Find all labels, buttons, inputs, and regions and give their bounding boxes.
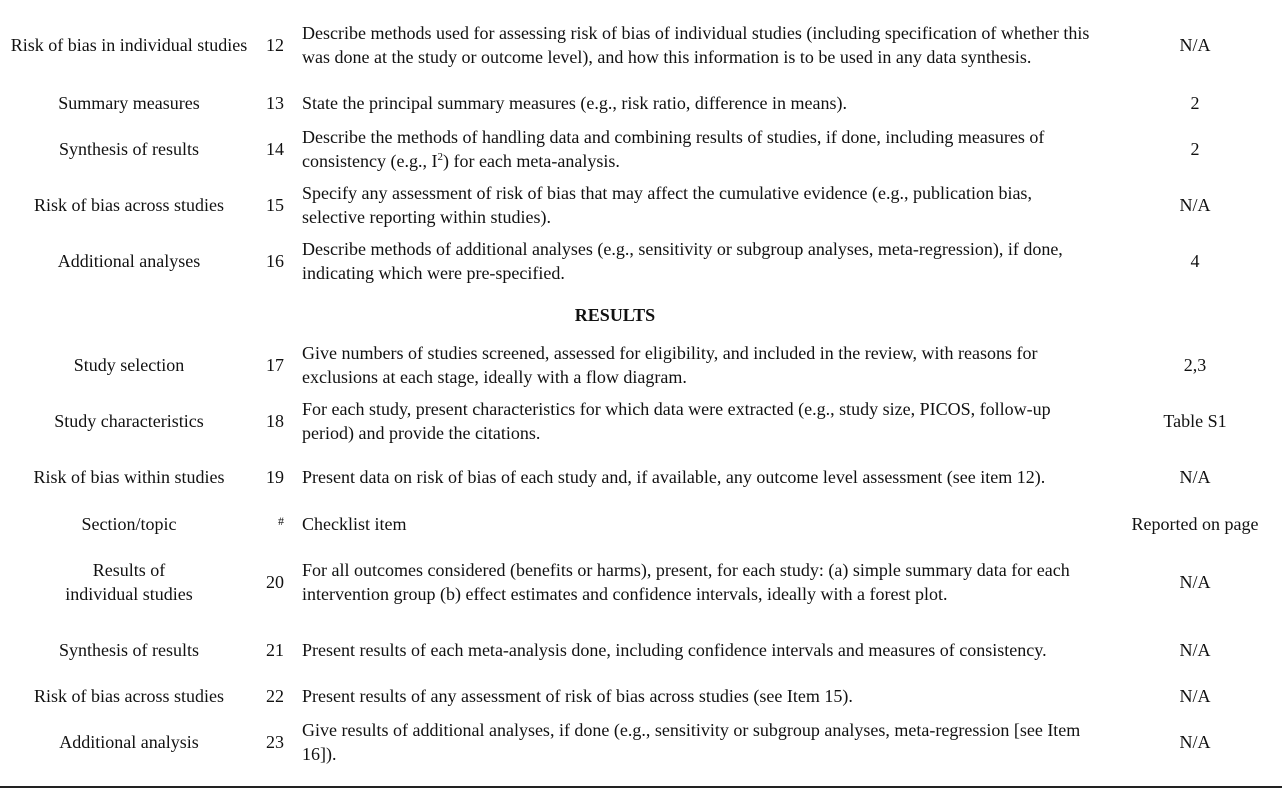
column-header-section: Section/topic bbox=[81, 513, 177, 534]
item-number-cell: 18 bbox=[266, 411, 284, 431]
reported-page-cell: 2 bbox=[1190, 93, 1200, 113]
checklist-item-cell: Present results of any assessment of risk of bias across studies (see Item 15). bbox=[302, 686, 853, 706]
reported-page-cell: N/A bbox=[1179, 195, 1211, 215]
item-number-cell: 22 bbox=[266, 686, 284, 706]
results-heading bbox=[0, 289, 1282, 337]
reported-page-cell: N/A bbox=[1179, 732, 1211, 752]
table-row bbox=[0, 542, 1282, 622]
checklist-item-cell: For each study, present characteristics for which data were extracted (e.g., study size, PICOS, follow-up period) and provide the citations. bbox=[302, 399, 1051, 443]
item-number-cell: 21 bbox=[266, 640, 284, 660]
checklist-item-cell: Specify any assessment of risk of bias that may affect the cumulative evidence (e.g., publication bias, selective reporting within studies). bbox=[302, 183, 1032, 227]
section-topic-line: individual studies bbox=[65, 584, 193, 604]
section-topic-cell: Summary measures bbox=[58, 93, 200, 113]
table-row bbox=[0, 393, 1282, 449]
section-topic-cell: Additional analyses bbox=[57, 251, 201, 271]
prisma-checklist-table bbox=[0, 5, 1282, 770]
reported-page-cell: N/A bbox=[1179, 640, 1211, 660]
checklist-item-text: ) for each meta-analysis. bbox=[442, 151, 620, 171]
checklist-item-cell: Describe methods used for assessing risk of bias of individual studies (including specification of whether this was done at the study or outcome level), and how this information is to be used in any data synthesis. bbox=[302, 23, 1090, 67]
checklist-item-cell: Give results of additional analyses, if done (e.g., sensitivity or subgroup analyses, meta-regression [see Item 16]). bbox=[302, 720, 1081, 764]
table-row bbox=[0, 714, 1282, 770]
item-number-cell: 14 bbox=[266, 139, 284, 159]
table-row bbox=[0, 449, 1282, 505]
item-number-cell: 15 bbox=[266, 195, 284, 215]
checklist-item-cell: State the principal summary measures (e.g., risk ratio, difference in means). bbox=[302, 93, 847, 113]
table-row bbox=[0, 337, 1282, 393]
table-row bbox=[0, 85, 1282, 121]
item-number-cell: 12 bbox=[266, 35, 284, 55]
table-row bbox=[0, 233, 1282, 289]
table-row bbox=[0, 5, 1282, 85]
section-topic-cell: Study characteristics bbox=[54, 411, 204, 431]
reported-page-cell: N/A bbox=[1179, 686, 1211, 706]
column-header-row bbox=[0, 505, 1282, 542]
reported-page-cell: N/A bbox=[1179, 467, 1211, 487]
section-topic-cell: Study selection bbox=[73, 355, 185, 375]
table-bottom-rule bbox=[0, 786, 1282, 788]
section-topic-line: Results of bbox=[92, 560, 166, 580]
reported-page-cell: N/A bbox=[1179, 35, 1211, 55]
checklist-item-cell: Give numbers of studies screened, assessed for eligibility, and included in the review, with reasons for exclusions at each stage, ideally with a flow diagram. bbox=[302, 343, 1038, 387]
section-topic-cell: Risk of bias across studies bbox=[34, 195, 224, 215]
reported-page-cell: N/A bbox=[1179, 572, 1211, 592]
column-header-item: Checklist item bbox=[302, 513, 407, 534]
item-number-cell: 17 bbox=[266, 355, 284, 375]
item-number-cell: 20 bbox=[266, 572, 284, 592]
item-number-cell: 23 bbox=[266, 732, 284, 752]
reported-page-cell: 2 bbox=[1190, 139, 1200, 159]
section-topic-cell: Synthesis of results bbox=[58, 139, 199, 159]
column-header-number: # bbox=[278, 514, 284, 528]
checklist-item-text: Describe the methods of handling data and combining results of studies, if done, including measures of consistency (e.g., I bbox=[302, 127, 1045, 171]
superscript-text: 2 bbox=[437, 151, 443, 163]
section-topic-cell: Risk of bias within studies bbox=[33, 467, 225, 487]
reported-page-cell: 4 bbox=[1190, 251, 1200, 271]
reported-page-cell: 2,3 bbox=[1183, 355, 1207, 375]
table-row bbox=[0, 678, 1282, 714]
item-number-cell: 16 bbox=[266, 251, 284, 271]
section-topic-cell: Additional analysis bbox=[59, 732, 199, 752]
checklist-item-cell: Describe methods of additional analyses (e.g., sensitivity or subgroup analyses, meta-regression), if done, indicating which were pre-specified. bbox=[302, 239, 1063, 283]
checklist-item-cell: For all outcomes considered (benefits or harms), present, for each study: (a) simple summary data for each intervention group (b) effect estimates and confidence intervals, ideally with a forest plot. bbox=[302, 560, 1070, 604]
section-topic-cell: Synthesis of results bbox=[58, 640, 199, 660]
item-number-cell: 19 bbox=[266, 467, 284, 487]
section-topic-cell: Risk of bias in individual studies bbox=[10, 35, 248, 55]
column-header-page: Reported on page bbox=[1131, 513, 1259, 534]
reported-page-cell: Table S1 bbox=[1163, 411, 1227, 431]
checklist-item-cell bbox=[294, 121, 1108, 177]
section-heading-row bbox=[0, 289, 1282, 337]
section-topic-cell bbox=[0, 542, 258, 622]
checklist-item-cell: Present data on risk of bias of each study and, if available, any outcome level assessment (see item 12). bbox=[302, 467, 1046, 487]
checklist-item-cell: Present results of each meta-analysis done, including confidence intervals and measures of consistency. bbox=[302, 640, 1047, 660]
table-row bbox=[0, 121, 1282, 177]
results-heading-text: RESULTS bbox=[574, 305, 656, 325]
table-row bbox=[0, 622, 1282, 678]
section-topic-cell: Risk of bias across studies bbox=[34, 686, 224, 706]
table-row bbox=[0, 177, 1282, 233]
item-number-cell: 13 bbox=[266, 93, 284, 113]
